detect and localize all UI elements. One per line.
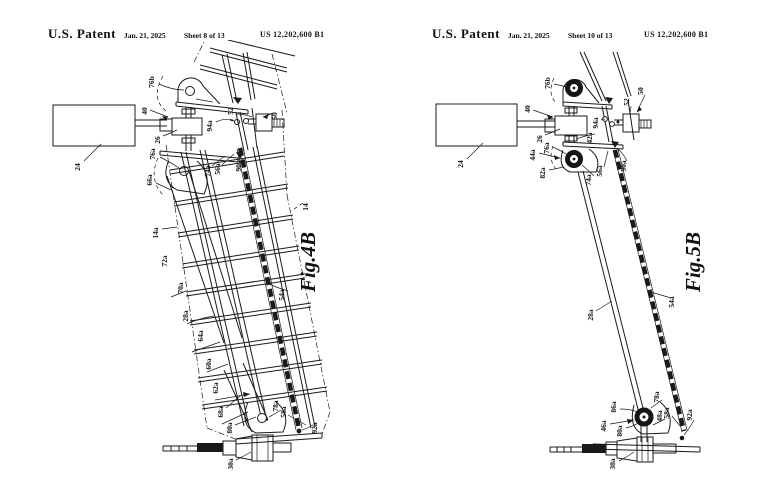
ref-numeral-40: 40 xyxy=(140,107,149,115)
ref-numeral-50: 50 xyxy=(270,112,279,120)
ref-numeral-86a: 86a xyxy=(609,401,618,413)
figure-drawing-fig5b xyxy=(384,40,767,500)
ref-numeral-54a: 54a xyxy=(277,289,286,301)
ref-numeral-68a: 68a xyxy=(216,406,225,418)
ref-numeral-26: 26 xyxy=(535,135,544,143)
figure-caption: Fig.4B xyxy=(296,231,320,293)
ref-numeral-58a: 58a xyxy=(279,406,288,418)
bottom-actuator xyxy=(163,435,291,461)
ref-numeral-62a: 62a xyxy=(211,382,220,394)
sheet-number: Sheet 8 of 13 xyxy=(184,31,225,40)
ref-numeral-24: 24 xyxy=(73,163,82,171)
sheet-number: Sheet 10 of 13 xyxy=(568,31,613,40)
ref-numeral-70a: 70a xyxy=(176,282,185,294)
upper-rails xyxy=(580,52,634,142)
patent-page-fig5b xyxy=(384,0,767,500)
ref-numeral-60a: 60a xyxy=(204,358,213,370)
patent-date: Jan. 21, 2025 xyxy=(508,31,550,40)
long-arm-and-chain xyxy=(578,149,687,432)
ref-numeral-76a: 76a xyxy=(148,148,157,160)
patent-page-fig4b xyxy=(0,0,383,500)
ref-numeral-52: 52 xyxy=(622,98,631,106)
patent-title: U.S. Patent xyxy=(432,26,500,41)
ref-numeral-80a: 80a xyxy=(615,425,624,437)
ref-numeral-14a: 14a xyxy=(151,227,160,239)
ref-numeral-52: 52 xyxy=(226,107,235,115)
reference-labels xyxy=(456,77,705,469)
ref-numeral-14: 14 xyxy=(301,203,310,211)
patent-number: US 12,202,600 B1 xyxy=(260,30,325,39)
ref-numeral-76b: 76b xyxy=(147,76,156,88)
ref-numeral-28a: 28a xyxy=(181,310,190,322)
ref-numeral-90a: 90a xyxy=(234,160,243,172)
gearbox xyxy=(533,110,587,135)
ref-numeral-24: 24 xyxy=(456,160,465,168)
ref-numeral-58a: 58a xyxy=(662,407,671,419)
page-header xyxy=(0,0,383,40)
lower-pulley xyxy=(539,134,627,176)
ref-numeral-74a: 74a xyxy=(584,174,593,186)
figure-caption: Fig.5B xyxy=(681,231,705,293)
figure-drawing-fig4b xyxy=(0,40,383,500)
ref-numeral-42a: 42a xyxy=(585,132,594,144)
ref-numeral-72a: 72a xyxy=(160,255,169,267)
ref-numeral-80a: 80a xyxy=(225,422,234,434)
ref-numeral-82a: 82a xyxy=(538,167,547,179)
ref-numeral-92a: 92a xyxy=(310,422,319,434)
ref-numeral-94a: 94a xyxy=(591,117,600,129)
motor-box xyxy=(436,104,555,159)
ref-numeral-94a: 94a xyxy=(205,120,214,132)
ref-numeral-40: 40 xyxy=(523,105,532,113)
page-header xyxy=(384,0,767,40)
ref-numeral-66a: 66a xyxy=(145,174,154,186)
ref-numeral-78a: 78a xyxy=(271,400,280,412)
ref-numeral-48a: 48a xyxy=(655,410,664,422)
ref-numeral-46a: 46a xyxy=(599,420,608,432)
ref-numeral-26: 26 xyxy=(153,136,162,144)
ref-numeral-50: 50 xyxy=(636,87,645,95)
ref-numeral-28a: 28a xyxy=(586,309,595,321)
patent-number: US 12,202,600 B1 xyxy=(644,30,709,39)
ref-numeral-30a: 30a xyxy=(226,458,235,470)
conveyor-top-section xyxy=(194,40,295,113)
ref-numeral-64a: 64a xyxy=(196,330,205,342)
ref-numeral-76a: 76a xyxy=(542,142,551,154)
ref-numeral-78a: 78a xyxy=(652,391,661,403)
ref-numeral-56a: 56a xyxy=(213,163,222,175)
ref-numeral-74a: 74a xyxy=(203,165,212,177)
ref-numeral-30a: 30a xyxy=(608,458,617,470)
ref-numeral-44a: 44a xyxy=(528,149,537,161)
ref-numeral-90a: 90a xyxy=(619,160,628,172)
patent-date: Jan. 21, 2025 xyxy=(124,31,166,40)
ref-numeral-54a: 54a xyxy=(667,296,676,308)
ref-numeral-92a: 92a xyxy=(685,409,694,421)
ref-numeral-56a: 56a xyxy=(595,165,604,177)
ref-numeral-76b: 76b xyxy=(543,77,552,89)
patent-title: U.S. Patent xyxy=(48,26,116,41)
